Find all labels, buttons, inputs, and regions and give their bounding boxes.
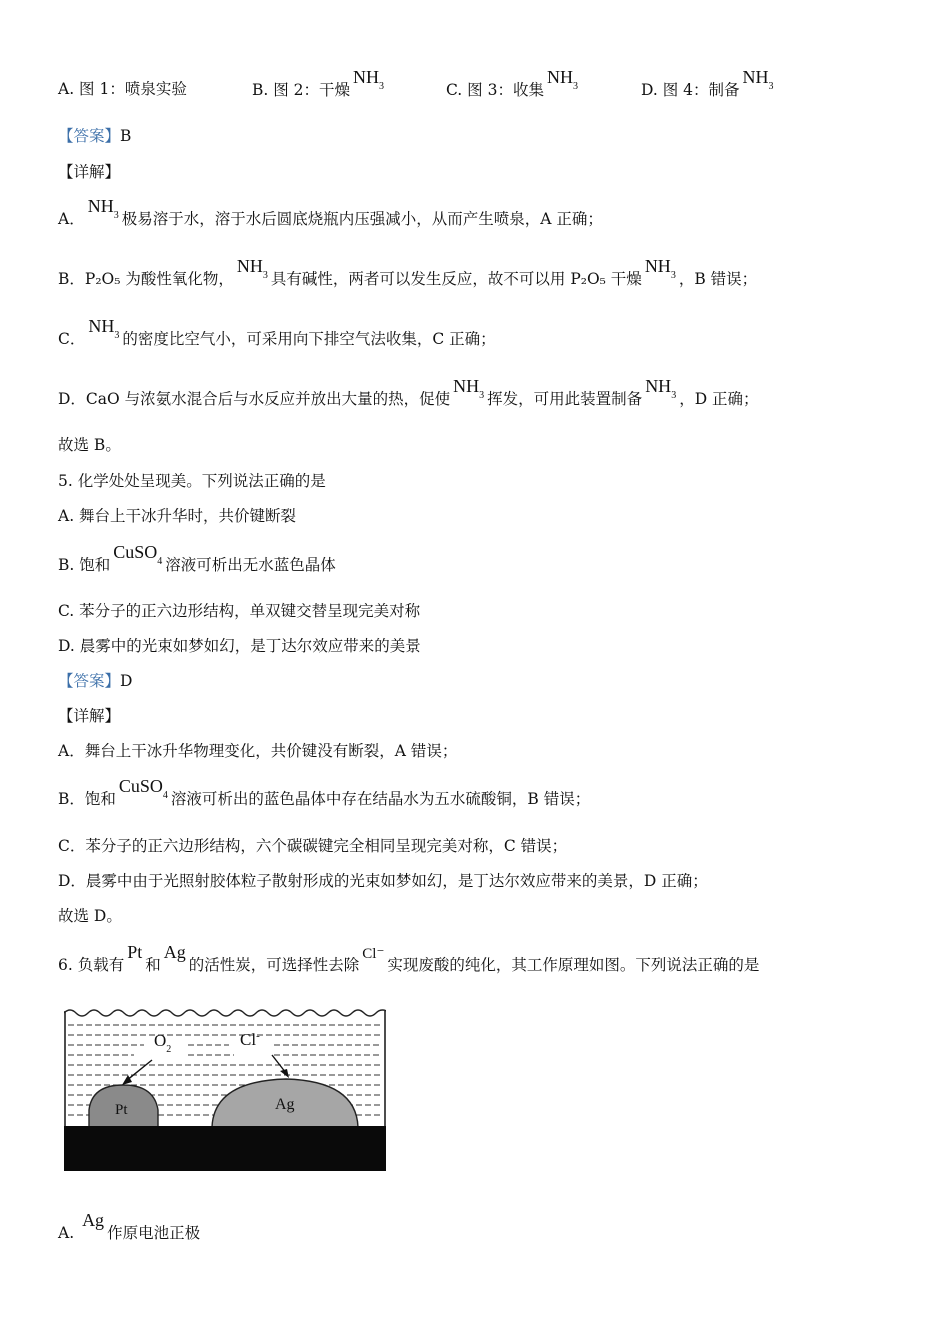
formula-cuso4: CuSO$_4$	[118, 776, 168, 801]
q5-option-c: C. 苯分子的正六边形结构，单双键交替呈现完美对称	[58, 602, 421, 620]
formula-nh3: $NH_3$	[742, 67, 774, 92]
q4-detail-heading: 【详解】	[58, 163, 121, 181]
q5-detail-c: C．苯分子的正六边形结构，六个碳碳键完全相同呈现完美对称，C 错误；	[58, 837, 568, 855]
q5-conclusion: 故选 D。	[58, 907, 122, 925]
q5-detail-b: B．饱和CuSO$_4$ 溶液可析出的蓝色晶体中存在结晶水为五水硫酸铜，B 错误；	[58, 776, 591, 808]
pt-label: Pt	[115, 1102, 128, 1118]
formula-nh3: $NH_3$	[236, 256, 268, 281]
water-surface-wave	[64, 1010, 386, 1016]
formula-nh3: $NH_3$	[87, 196, 119, 221]
q5-answer: 【答案】D	[58, 672, 133, 690]
q4-option-b: B. 图 2：干燥$NH_3$	[252, 67, 385, 99]
formula-ag: Ag	[82, 1210, 105, 1230]
q6-option-a: A. Ag作原电池正极	[58, 1210, 201, 1242]
o2-label: $O_2$	[154, 1031, 172, 1055]
formula-nh3: $NH_3$	[644, 256, 676, 281]
q5-option-a: A. 舞台上干冰升华时，共价键断裂	[58, 507, 297, 525]
q4-detail-a: A．$NH_3$ 极易溶于水，溶于水后圆底烧瓶内压强减小，从而产生喷泉，A 正确；	[58, 196, 603, 228]
q5-detail-d: D．晨雾中由于光照射胶体粒子散射形成的光束如梦如幻，是丁达尔效应带来的美景，D 正确；	[58, 872, 708, 890]
q5-option-d: D. 晨雾中的光束如梦如幻，是丁达尔效应带来的美景	[58, 637, 421, 655]
formula-ag: Ag	[163, 942, 186, 962]
ag-label: Ag	[275, 1096, 295, 1113]
formula-nh3: $NH_3$	[645, 376, 677, 401]
formula-cuso4: CuSO$_4$	[113, 542, 163, 567]
q4-option-c: C. 图 3：收集$NH_3$	[446, 67, 578, 99]
q4-detail-d: D．CaO 与浓氨水混合后与水反应并放出大量的热，促使$NH_3$ 挥发，可用此装置制备$NH_3$ ，D 正确；	[58, 376, 759, 408]
q5-stem: 5. 化学处处呈现美。下列说法正确的是	[58, 472, 326, 490]
formula-nh3: $NH_3$	[453, 376, 485, 401]
q4-detail-b: B．P₂O₅ 为酸性氧化物，$NH_3$ 具有碱性，两者可以发生反应，故不可以用 P₂O₅ 干燥$NH_3$ ，B 错误；	[58, 256, 758, 288]
cl-label: Cl-	[240, 1030, 260, 1049]
q6-stem: 6. 负载有Pt和Ag的活性炭，可选择性去除Cl⁻实现废酸的纯化，其工作原理如图。下列说法正确的是	[58, 942, 760, 974]
q4-detail-c: C．$NH_3$ 的密度比空气小，可采用向下排空气法收集，C 正确；	[58, 316, 496, 348]
catalyst-working-principle-figure	[64, 1005, 386, 1171]
formula-nh3: $NH_3$	[353, 67, 385, 92]
q4-option-d: D. 图 4：制备$NH_3$	[641, 67, 774, 99]
q5-option-b: B. 饱和CuSO$_4$ 溶液可析出无水蓝色晶体	[58, 542, 336, 574]
formula-cl-ion: Cl⁻	[362, 946, 385, 962]
q4-answer: 【答案】B	[58, 127, 132, 145]
activated-carbon-base	[64, 1126, 386, 1171]
q4-option-a: A. 图 1：喷泉实验	[58, 80, 187, 98]
formula-nh3: $NH_3$	[88, 316, 120, 341]
q4-conclusion: 故选 B。	[58, 436, 121, 454]
q5-detail-a: A．舞台上干冰升华物理变化，共价键没有断裂，A 错误；	[58, 742, 458, 760]
formula-pt: Pt	[127, 942, 143, 962]
formula-nh3: $NH_3$	[546, 67, 578, 92]
q5-detail-heading: 【详解】	[58, 707, 121, 725]
